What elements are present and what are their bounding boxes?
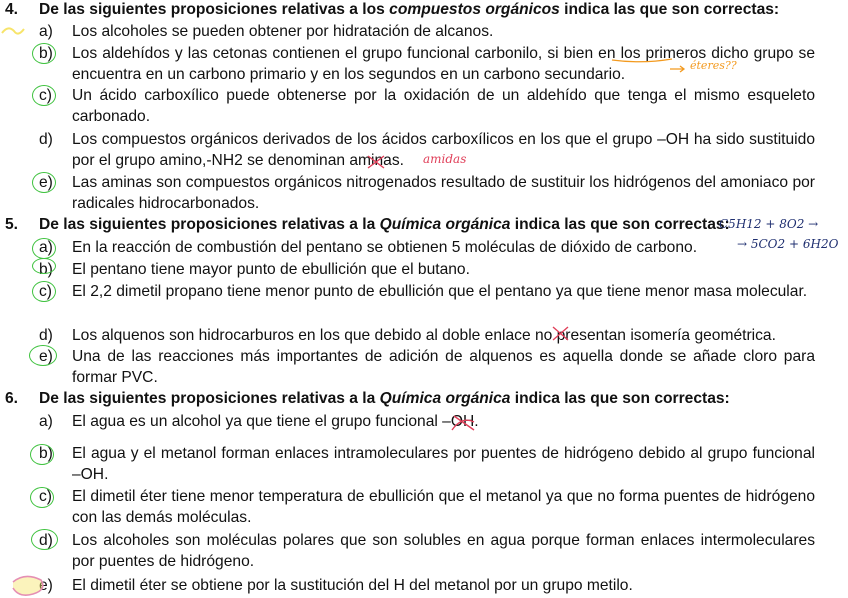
option-letter: b) bbox=[39, 45, 53, 62]
option-text: El pentano tiene mayor punto de ebullición que el butano. bbox=[72, 261, 470, 278]
option-letter: e) bbox=[39, 348, 53, 365]
handwritten-formula-top: C5H12 + 8O2 → bbox=[719, 217, 819, 231]
red-strike-oh bbox=[452, 416, 474, 430]
prompt-italic: compuestos orgánicos bbox=[389, 1, 560, 18]
prompt-text: indica las que son correctas: bbox=[510, 216, 730, 233]
handwritten-formula-bottom: → 5CO2 + 6H2O bbox=[737, 237, 839, 251]
orange-arrow bbox=[670, 66, 684, 72]
option-text: El 2,2 dimetil propano tiene menor punto de ebullición que el pentano ya que tiene menor masa molecular. bbox=[72, 283, 808, 300]
orange-underline bbox=[612, 59, 672, 62]
option-text: Los alquenos son hidrocarburos en los que debido al doble enlace no presentan isomería geométrica. bbox=[72, 327, 776, 344]
handwritten-note-ethers: éteres?? bbox=[690, 59, 737, 72]
option-letter: a) bbox=[39, 23, 53, 40]
option-text: En la reacción de combustión del pentano se obtienen 5 moléculas de dióxido de carbono. bbox=[72, 239, 698, 256]
option-letter: d) bbox=[39, 532, 53, 549]
option-letter: c) bbox=[39, 87, 52, 104]
prompt-text: indica las que son correctas: bbox=[559, 1, 780, 18]
question-number: 4. bbox=[5, 1, 19, 18]
option-text: Los aldehídos y las cetonas contienen el grupo funcional carbonilo, si bien en los primeros dicho grupo se encuentra en un carbono primario y en los segundos en un carbono secundario. bbox=[72, 45, 815, 84]
option-letter: a) bbox=[39, 239, 53, 256]
prompt-text: De las siguientes proposiciones relativas a los bbox=[39, 1, 390, 18]
option-letter: c) bbox=[39, 488, 52, 505]
option-text: Una de las reacciones más importantes de adición de alquenos es aquella donde se añade cloro para formar PVC. bbox=[72, 348, 815, 387]
option-letter: c) bbox=[39, 283, 52, 300]
option-letter: b) bbox=[39, 261, 53, 278]
option-letter: d) bbox=[39, 131, 53, 148]
option-text: El dimetil éter tiene menor temperatura de ebullición que el metanol ya que no forma puentes de hidrógeno con las demás moléculas. bbox=[72, 488, 815, 527]
handwritten-note-amidas: amidas bbox=[423, 152, 467, 166]
red-strike-aminas bbox=[368, 156, 384, 168]
prompt-text: De las siguientes proposiciones relativas a la bbox=[39, 390, 380, 407]
option-letter: a) bbox=[39, 413, 53, 430]
option-text: El agua es un alcohol ya que tiene el grupo funcional –OH. bbox=[72, 413, 479, 430]
option-letter: e) bbox=[39, 577, 53, 594]
prompt-text: indica las que son correctas: bbox=[510, 390, 730, 407]
highlight-6e bbox=[13, 576, 43, 595]
option-letter: b) bbox=[39, 445, 53, 462]
question-number: 6. bbox=[5, 390, 19, 407]
prompt-italic: Química orgánica bbox=[379, 390, 511, 407]
option-text: El agua y el metanol forman enlaces intramoleculares por puentes de hidrógeno debido al grupo funcional –OH. bbox=[72, 445, 815, 484]
red-strike-no bbox=[553, 327, 568, 340]
prompt-text: De las siguientes proposiciones relativas a la bbox=[39, 216, 380, 233]
option-text: Las aminas son compuestos orgánicos nitrogenados resultado de sustituir los hidrógenos del amoniaco por radicales hidrocarbonados. bbox=[72, 174, 815, 213]
yellow-scribble bbox=[2, 28, 24, 33]
option-text: Un ácido carboxílico puede obtenerse por la oxidación de un aldehído que tenga el mismo esqueleto carbonado. bbox=[72, 87, 815, 126]
option-letter: e) bbox=[39, 174, 53, 191]
option-text: Los alcoholes son moléculas polares que son solubles en agua porque forman enlaces intermoleculares por puentes de hidrógeno. bbox=[72, 532, 815, 571]
prompt-italic: Química orgánica bbox=[379, 216, 511, 233]
option-text: El dimetil éter se obtiene por la sustitución del H del metanol por un grupo metilo. bbox=[72, 577, 633, 594]
question-number: 5. bbox=[5, 216, 19, 233]
option-letter: d) bbox=[39, 327, 53, 344]
option-text: Los compuestos orgánicos derivados de los ácidos carboxílicos en los que el grupo –OH ha sido sustituido por el grupo amino,-NH2 se denominan aminas. bbox=[72, 131, 815, 170]
option-text: Los alcoholes se pueden obtener por hidratación de alcanos. bbox=[72, 23, 494, 40]
